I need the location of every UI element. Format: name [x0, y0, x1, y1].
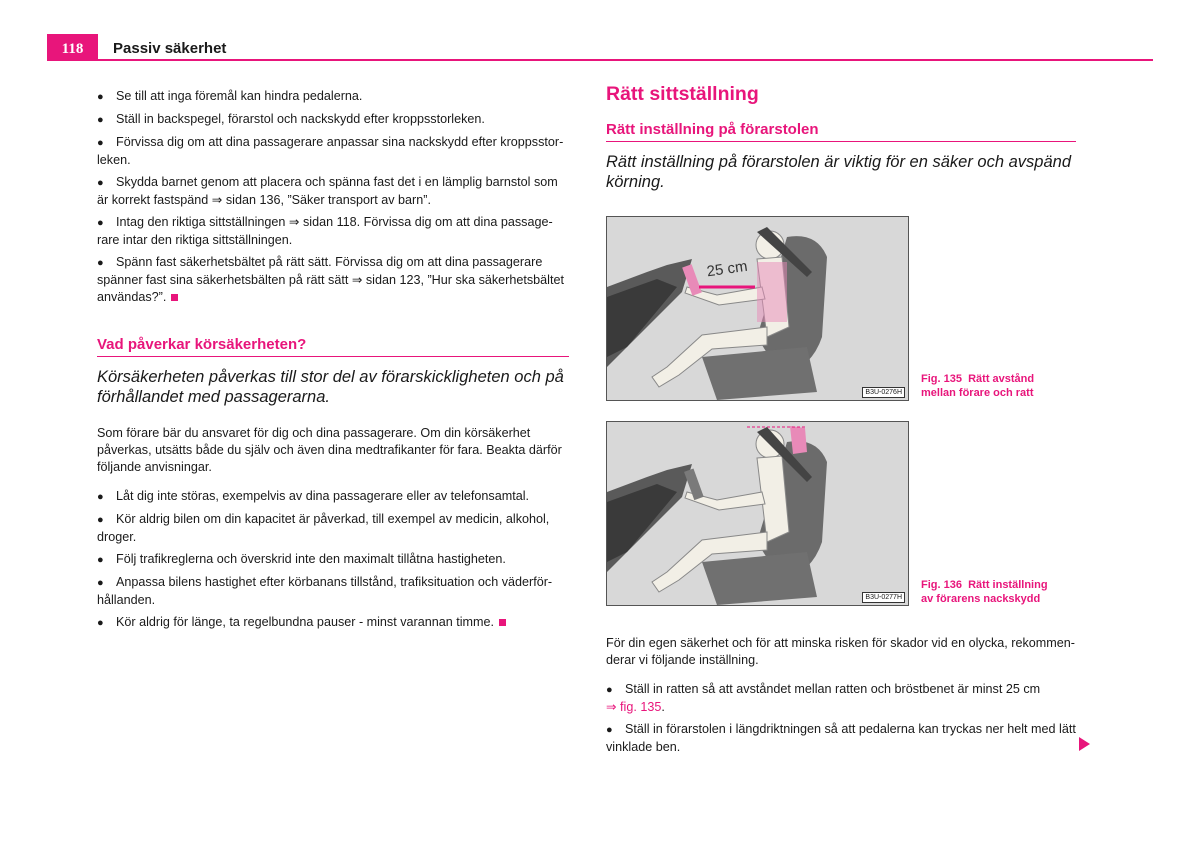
figure-135 — [606, 216, 909, 401]
list-item: ● Skydda barnet genom att placera och spänna fast det i en lämplig barnstol som är korrekt fastspänd ⇒ sidan 136, ”Säker transport av barn”. — [97, 175, 558, 207]
lead-text: Körsäkerheten påverkas till stor del av förarskickligheten och på förhållandet med passagerarna. — [97, 368, 564, 406]
list-item: ● Följ trafikreglerna och överskrid inte den maximalt tillåtna hastigheten. — [97, 551, 569, 569]
section-title: Passiv säkerhet — [113, 40, 227, 57]
seat-distance-illustration — [607, 217, 908, 400]
bullet-icon: ● — [97, 177, 104, 189]
sub-heading: Rätt inställning på förarstolen — [606, 121, 1076, 142]
list-item: ● Ställ in förarstolen i längdriktningen så att pedalerna kan tryckas ner helt med lätt vinklade ben. — [606, 722, 1076, 754]
bullet-icon: ● — [97, 491, 104, 503]
list-item: ● Anpassa bilens hastighet efter körbanans tillstånd, trafiksituation och väderför-hållanden. — [97, 575, 553, 607]
page-number: 118 — [47, 34, 98, 61]
figure-link[interactable]: ⇒ fig. 135 — [606, 700, 662, 714]
left-column — [97, 88, 569, 311]
bullet-icon: ● — [97, 114, 104, 126]
end-square-icon — [171, 294, 178, 301]
section-heading: Vad påverkar körsäkerheten? — [97, 336, 569, 357]
header-rule — [47, 59, 1153, 61]
bullet-icon: ● — [606, 724, 613, 736]
figure-caption: Fig. 136 Rätt inställning av förarens nackskydd — [921, 579, 1048, 605]
list-item: ● Kör aldrig för länge, ta regelbundna pauser - minst varannan timme. — [97, 614, 569, 632]
bullet-icon: ● — [97, 217, 104, 229]
bullet-icon: ● — [97, 617, 104, 629]
list-item: ● Se till att inga föremål kan hindra pedalerna. — [97, 88, 569, 106]
figure-136 — [606, 421, 909, 606]
page-heading: Rätt sittställning — [606, 83, 759, 105]
list-item: ● Ställ in ratten så att avståndet mellan ratten och bröstbenet är minst 25 cm ⇒ fig. 135. — [606, 682, 1041, 714]
list-item: ● Förvissa dig om att dina passagerare anpassar sina nackskydd efter kroppsstor-leken. — [97, 135, 564, 167]
headrest-illustration — [607, 422, 908, 605]
list-item: ● Kör aldrig bilen om din kapacitet är påverkad, till exempel av medicin, alkohol, droger. — [97, 512, 550, 544]
figure-code: B3U-0277H — [862, 592, 905, 603]
end-square-icon — [499, 619, 506, 626]
lead-text: Rätt inställning på förarstolen är viktig för en säker och avspänd körning. — [606, 153, 1071, 191]
list-item: ● Spänn fast säkerhetsbältet på rätt sätt. Förvissa dig om att dina passagerare spänner fast sina säkerhetsbälten på rätt sätt ⇒ sidan 123, ”Hur ska säkerhetsbältet användas?”. — [97, 255, 564, 304]
list-item: ● Ställ in backspegel, förarstol och nackskydd efter kroppsstorleken. — [97, 111, 569, 129]
body-text: För din egen säkerhet och för att minska risken för skador vid en olycka, rekommen-derar vi följande inställning. — [606, 636, 1075, 667]
bullet-icon: ● — [97, 514, 104, 526]
bullet-icon: ● — [97, 137, 104, 149]
figure-code: B3U-0276H — [862, 387, 905, 398]
bullet-icon: ● — [606, 684, 613, 696]
distance-label: 25 cm — [705, 257, 749, 281]
bullet-icon: ● — [97, 257, 104, 269]
next-page-arrow-icon — [1079, 737, 1090, 751]
figure-caption: Fig. 135 Rätt avstånd mellan förare och ratt — [921, 373, 1035, 399]
list-item: ● Låt dig inte störas, exempelvis av dina passagerare eller av telefonsamtal. — [97, 488, 569, 506]
list-item: ● Intag den riktiga sittställningen ⇒ sidan 118. Förvissa dig om att dina passage-rare intar den riktiga sittställningen. — [97, 215, 553, 247]
right-body — [606, 635, 1080, 761]
bullet-icon: ● — [97, 577, 104, 589]
left-section — [97, 336, 569, 637]
right-header — [606, 83, 1076, 210]
bullet-icon: ● — [97, 554, 104, 566]
bullet-icon: ● — [97, 91, 104, 103]
body-text: Som förare bär du ansvaret för dig och dina passagerare. Om din körsäkerhet påverkas, utsätts både du själv och även dina medtrafikanter för fara. Beakta därför följande anvisningar. — [97, 426, 562, 474]
